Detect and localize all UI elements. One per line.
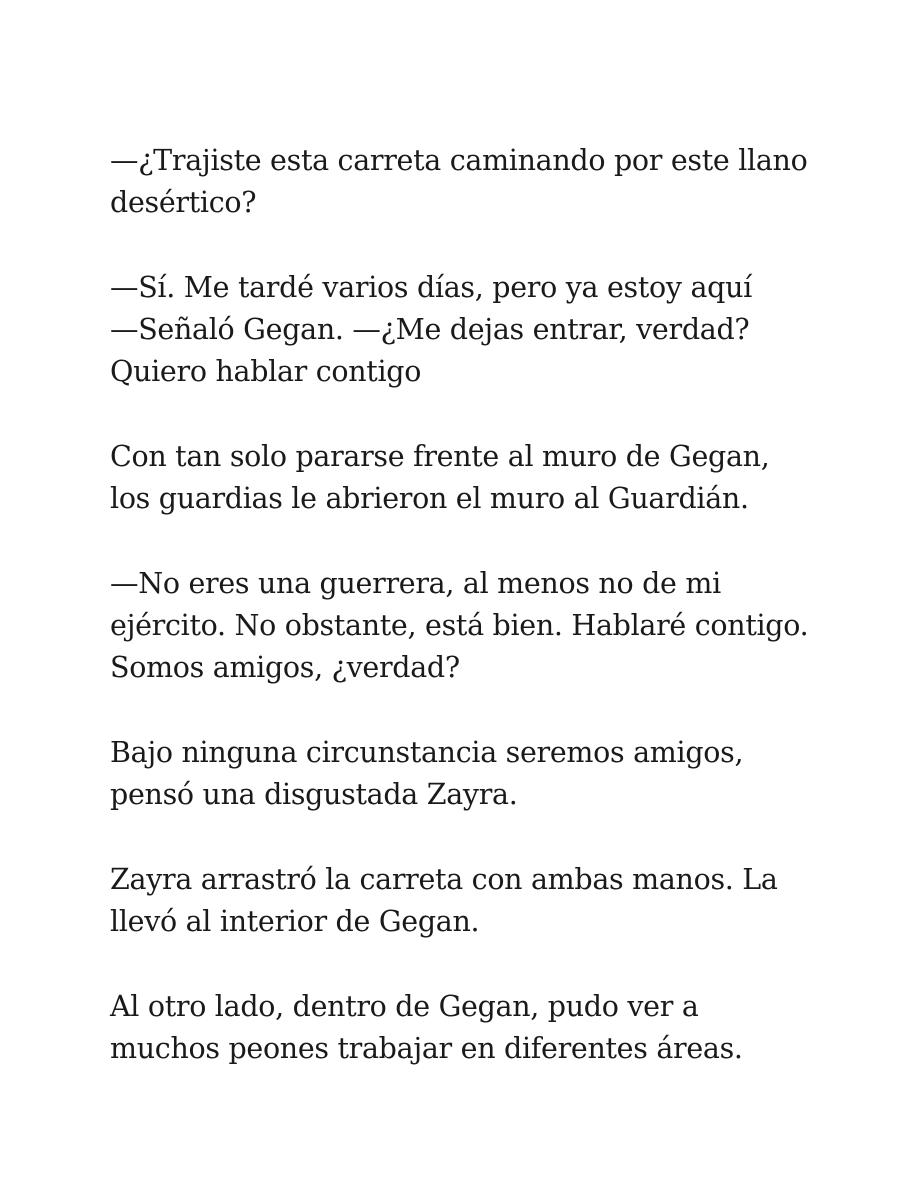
- paragraph-6: [110, 859, 810, 943]
- text-line: desértico?: [110, 186, 257, 219]
- paragraph-5: [110, 732, 810, 816]
- text-line: —Señaló Gegan. —¿Me dejas entrar, verdad?: [110, 313, 750, 346]
- text-line: muchos peones trabajar en diferentes áreas.: [110, 1032, 743, 1065]
- text-line: los guardias le abrieron el muro al Guardián.: [110, 482, 749, 515]
- text-line: Zayra arrastró la carreta con ambas manos. La: [110, 863, 778, 896]
- text-line: Con tan solo pararse frente al muro de Gegan,: [110, 440, 770, 473]
- text-line: Somos amigos, ¿verdad?: [110, 651, 460, 684]
- paragraph-7: [110, 986, 810, 1070]
- text-line: Bajo ninguna circunstancia seremos amigos,: [110, 736, 744, 769]
- text-line: —No eres una guerrera, al menos no de mi: [110, 567, 721, 600]
- paragraph-1: [110, 140, 810, 224]
- paragraph-2: [110, 267, 810, 393]
- body-text: [110, 140, 810, 1113]
- text-line: Al otro lado, dentro de Gegan, pudo ver a: [110, 990, 699, 1023]
- text-line: llevó al interior de Gegan.: [110, 905, 480, 938]
- text-line: ejército. No obstante, está bien. Hablaré contigo.: [110, 609, 809, 642]
- paragraph-3: [110, 436, 810, 520]
- text-line: pensó una disgustada Zayra.: [110, 778, 518, 811]
- text-line: —¿Trajiste esta carreta caminando por este llano: [110, 144, 808, 177]
- text-line: —Sí. Me tardé varios días, pero ya estoy aquí: [110, 271, 752, 304]
- paragraph-4: [110, 563, 810, 689]
- text-line: Quiero hablar contigo: [110, 355, 422, 388]
